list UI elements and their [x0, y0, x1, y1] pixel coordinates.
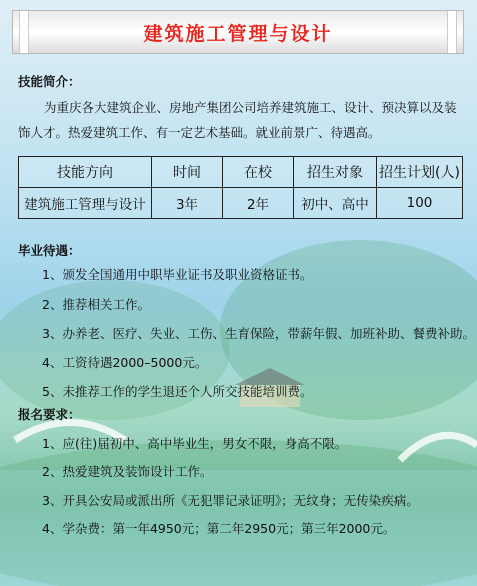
intro-line-1: 为重庆各大建筑企业、房地产集团公司培养建筑施工、设计、预决算以及装 — [44, 100, 457, 115]
benefit-item: 4、工资待遇2000–5000元。 — [42, 355, 208, 370]
benefit-item: 5、未推荐工作的学生退还个人所交技能培训费。 — [42, 384, 313, 399]
benefit-item: 2、推荐相关工作。 — [42, 297, 150, 312]
table-header-cell: 时间 — [152, 157, 223, 188]
benefit-item: 3、办养老、医疗、失业、工伤、生育保险，带薪年假、加班补助、餐费补助。 — [42, 326, 475, 341]
program-table — [18, 156, 463, 219]
table-header-row — [19, 157, 463, 188]
benefits-heading: 毕业待遇： — [18, 243, 81, 258]
table-header-cell: 招生对象 — [294, 157, 377, 188]
benefit-item: 1、颁发全国通用中职毕业证书及职业资格证书。 — [42, 267, 313, 282]
table-cell: 2年 — [223, 188, 294, 219]
requirement-item: 3、开具公安局或派出所《无犯罪记录证明》；无纹身；无传染疾病。 — [42, 493, 419, 508]
table-cell: 3年 — [152, 188, 223, 219]
requirement-item: 2、热爱建筑及装饰设计工作。 — [42, 464, 213, 479]
table-header-cell: 招生计划(人) — [377, 157, 463, 188]
banner-left-edge — [19, 11, 29, 53]
table-header-cell: 技能方向 — [19, 157, 152, 188]
table-cell: 100 — [377, 188, 463, 219]
intro-heading: 技能简介： — [18, 74, 81, 89]
banner-right-edge — [447, 11, 457, 53]
table-cell: 初中、高中 — [294, 188, 377, 219]
page-title: 建筑施工管理与设计 — [143, 22, 333, 45]
table-cell: 建筑施工管理与设计 — [19, 188, 152, 219]
table-header-cell: 在校 — [223, 157, 294, 188]
table-row — [19, 188, 463, 219]
title-banner — [12, 10, 464, 54]
requirement-item: 1、应(往)届初中、高中毕业生，男女不限，身高不限。 — [42, 436, 348, 451]
requirement-item: 4、学杂费：第一年4950元；第二年2950元；第三年2000元。 — [42, 521, 396, 536]
intro-line-2: 饰人才。热爱建筑工作、有一定艺术基础。就业前景广、待遇高。 — [18, 125, 381, 140]
requirements-heading: 报名要求： — [18, 407, 81, 422]
